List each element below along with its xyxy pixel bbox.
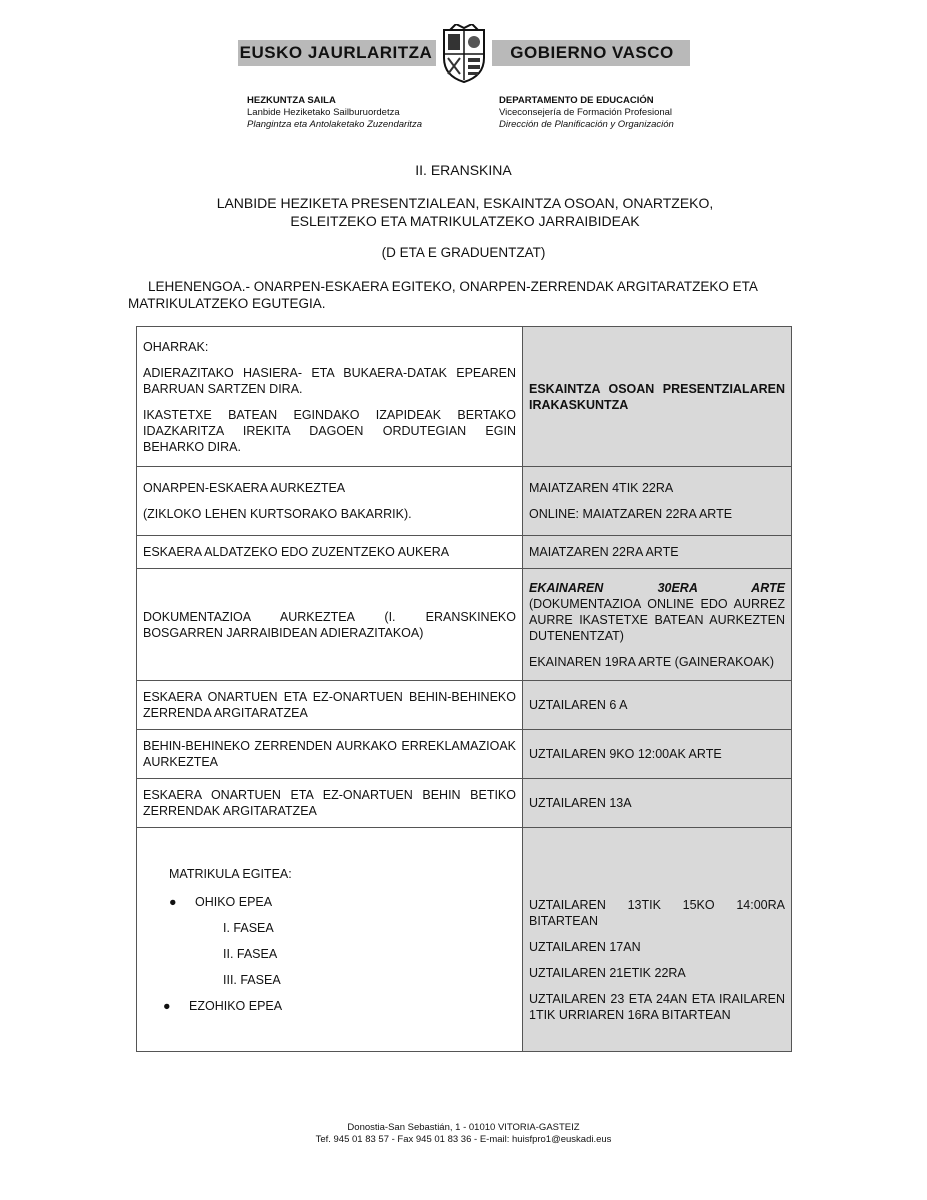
notes-cell	[137, 327, 523, 467]
dept-sub1-eu: Lanbide Heziketako Sailburuordetza	[247, 107, 400, 118]
table-cell	[137, 536, 523, 569]
document-title	[120, 194, 810, 230]
footer-address: Donostia-San Sebastián, 1 - 01010 VITORIA-GASTEIZ	[347, 1122, 580, 1133]
notes-label: OHARRAK:	[143, 339, 209, 354]
row-value: UZTAILAREN 9KO 12:00AK ARTE	[529, 747, 722, 761]
dept-block-es	[499, 95, 674, 131]
row-value: UZTAILAREN 6 A	[529, 698, 628, 712]
row-value: UZTAILAREN 21ETIK 22RA	[529, 965, 686, 980]
enrolment-cell: MATRIKULA EGITEA: ● OHIKO EPEA I. FASEA II. FASEA III. FASEA ● EZOHIKO EPEA	[137, 828, 523, 1052]
table-cell	[523, 828, 792, 1052]
table-row	[137, 779, 792, 828]
table-row	[137, 536, 792, 569]
row-value: (DOKUMENTAZIOA ONLINE EDO AURREZ AURRE IKASTETXE BATEAN AURKEZTEN DUTENENTZAT)	[529, 596, 785, 643]
table-cell	[137, 569, 523, 681]
footer-contact: Tef. 945 01 83 57 - Fax 945 01 83 36 - E-mail: huisfpro1@euskadi.eus	[315, 1134, 612, 1145]
intro-paragraph: LEHENENGOA.- ONARPEN-ESKAERA EGITEKO, ONARPEN-ZERRENDAK ARGITARATZEKO ETA MATRIKULATZEKO EGUTEGIA.	[128, 279, 758, 311]
row-label: BEHIN-BEHINEKO ZERRENDEN AURKAKO ERREKLAMAZIOAK AURKEZTEA	[143, 739, 516, 769]
table-cell	[523, 681, 792, 730]
ordinary-period-label: OHIKO EPEA	[195, 894, 273, 909]
row-value: EKAINAREN 19RA ARTE (GAINERAKOAK)	[529, 654, 774, 669]
table-cell	[523, 779, 792, 828]
row-label: (ZIKLOKO LEHEN KURTSORAKO BAKARRIK).	[143, 507, 412, 521]
dept-sub2-es: Dirección de Planificación y Organización	[499, 119, 674, 130]
row-value: MAIATZAREN 22RA ARTE	[529, 545, 679, 559]
row-value: ONLINE: MAIATZAREN 22RA ARTE	[529, 507, 733, 521]
table-row	[137, 467, 792, 536]
dept-block-eu	[247, 95, 422, 131]
table-cell	[523, 467, 792, 536]
table-row	[137, 681, 792, 730]
annex-title: II. ERANSKINA	[415, 162, 512, 178]
table-row	[137, 327, 792, 467]
row-label: ONARPEN-ESKAERA AURKEZTEA	[143, 481, 346, 495]
page-footer	[0, 1122, 927, 1146]
note-text: ADIERAZITAKO HASIERA- ETA BUKAERA-DATAK EPEAREN BARRUAN SARTZEN DIRA.	[143, 365, 516, 396]
table-cell	[137, 681, 523, 730]
document-title-line2: ESLEITZEKO ETA MATRIKULATZEKO JARRAIBIDEAK	[290, 213, 640, 229]
table-row	[137, 569, 792, 681]
row-value: UZTAILAREN 17AN	[529, 939, 641, 954]
row-label: DOKUMENTAZIOA AURKEZTEA (I. ERANSKINEKO BOSGARREN JARRAIBIDEAN ADIERAZITAKOA)	[143, 609, 516, 640]
row-value-emphasis: EKAINAREN 30ERA ARTE	[529, 580, 785, 595]
banner-right-title: GOBIERNO VASCO	[510, 43, 674, 62]
table-cell	[137, 730, 523, 779]
dept-name-es: DEPARTAMENTO DE EDUCACIÓN	[499, 95, 654, 106]
dept-name-eu: HEZKUNTZA SAILA	[247, 95, 336, 106]
table-cell	[137, 467, 523, 536]
coat-of-arms-logo	[436, 24, 492, 86]
row-value: MAIATZAREN 4TIK 22RA	[529, 481, 674, 495]
table-cell	[137, 779, 523, 828]
extraordinary-period-label: EZOHIKO EPEA	[189, 998, 283, 1013]
row-label: ESKAERA ONARTUEN ETA EZ-ONARTUEN BEHIN-BEHINEKO ZERRENDA ARGITARATZEA	[143, 690, 516, 720]
schedule-table	[136, 326, 792, 1052]
banner-left-title: EUSKO JAURLARITZA	[239, 43, 433, 62]
row-value: UZTAILAREN 13A	[529, 796, 632, 810]
document-title-line1: LANBIDE HEZIKETA PRESENTZIALEAN, ESKAINTZA OSOAN, ONARTZEKO,	[216, 195, 714, 211]
phase-label: III. FASEA	[223, 972, 281, 987]
note-text: IKASTETXE BATEAN EGINDAKO IZAPIDEAK BERTAKO IDAZKARITZA IREKITA DAGOEN ORDUTEGIAN EGIN BEHARKO DIRA.	[143, 407, 516, 454]
column-header: ESKAINTZA OSOAN PRESENTZIALAREN IRAKASKUNTZA	[529, 381, 785, 412]
table-cell	[523, 569, 792, 681]
row-label: ESKAERA ONARTUEN ETA EZ-ONARTUEN BEHIN BETIKO ZERRENDAK ARGITARATZEA	[143, 788, 516, 818]
dept-sub1-es: Viceconsejería de Formación Profesional	[499, 107, 673, 118]
row-value: UZTAILAREN 13TIK 15KO 14:00RA BITARTEAN	[529, 897, 785, 928]
phase-label: I. FASEA	[223, 920, 274, 935]
dept-sub2-eu: Plangintza eta Antolaketako Zuzendaritza	[247, 119, 422, 130]
row-value: UZTAILAREN 23 ETA 24AN ETA IRAILAREN 1TIK URRIAREN 16RA BITARTEAN	[529, 991, 785, 1022]
table-cell	[523, 536, 792, 569]
table-row	[137, 828, 792, 1052]
document-subtitle: (D ETA E GRADUENTZAT)	[381, 245, 546, 260]
enrolment-title: MATRIKULA EGITEA:	[169, 866, 292, 881]
row-label: ESKAERA ALDATZEKO EDO ZUZENTZEKO AUKERA	[143, 545, 450, 559]
phase-label: II. FASEA	[223, 946, 278, 961]
table-cell	[523, 730, 792, 779]
header-cell	[523, 327, 792, 467]
table-row	[137, 730, 792, 779]
